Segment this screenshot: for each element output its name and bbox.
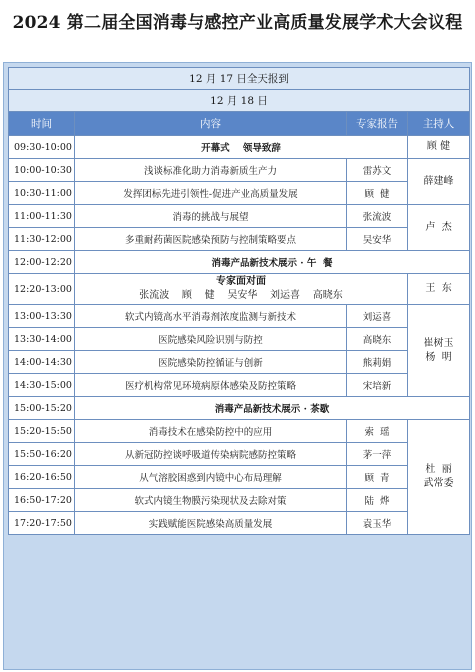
speaker-cell: 顾 青 — [347, 466, 408, 489]
speaker-cell: 顾 健 — [347, 182, 408, 205]
speaker-cell: 吴安华 — [347, 228, 408, 251]
content-cell: 软式内镜高水平消毒剂浓度监测与新技术 — [75, 305, 347, 328]
host-cell: 顾 健 — [408, 136, 470, 159]
banner-row-day1 — [9, 68, 470, 90]
table-row — [9, 420, 470, 443]
time-cell: 11:30-12:00 — [9, 228, 75, 251]
speaker-cell: 张流波 — [347, 205, 408, 228]
speaker-cell: 高晓东 — [347, 328, 408, 351]
speaker-cell: 陆 烨 — [347, 489, 408, 512]
time-cell: 09:30-10:00 — [9, 136, 75, 159]
banner-day1: 12 月 17 日全天报到 — [9, 68, 470, 90]
host-cell: 薛建峰 — [408, 159, 470, 205]
content-cell: 从气溶胶困惑到内镜中心布局理解 — [75, 466, 347, 489]
page-title: 2024 第二届全国消毒与感控产业高质量发展学术大会议程 — [12, 13, 463, 33]
speaker-cell: 刘运喜 — [347, 305, 408, 328]
host-cell — [408, 305, 470, 397]
content-cell: 软式内镜生物膜污染现状及去除对策 — [75, 489, 347, 512]
host-name: 杜 丽 — [425, 464, 452, 475]
time-cell: 12:20-13:00 — [9, 274, 75, 305]
table-row — [9, 351, 470, 374]
header-time: 时间 — [9, 112, 75, 136]
speaker-cell: 索 瑶 — [347, 420, 408, 443]
content-cell: 消毒产品新技术展示 · 茶歇 — [75, 397, 470, 420]
table-row — [9, 159, 470, 182]
table-row — [9, 397, 470, 420]
time-cell: 15:50-16:20 — [9, 443, 75, 466]
expert-list: 张流波 顾 健 吴安华 刘运喜 高晓东 — [139, 290, 343, 301]
table-row — [9, 274, 470, 305]
content-cell: 实践赋能医院感染高质量发展 — [75, 512, 347, 535]
time-cell: 14:00-14:30 — [9, 351, 75, 374]
speaker-cell: 袁玉华 — [347, 512, 408, 535]
content-cell: 医院感染防控循证与创新 — [75, 351, 347, 374]
table-row — [9, 228, 470, 251]
time-cell: 10:30-11:00 — [9, 182, 75, 205]
table-row — [9, 466, 470, 489]
speaker-cell: 熊莉娟 — [347, 351, 408, 374]
content-cell: 浅谈标准化助力消毒新质生产力 — [75, 159, 347, 182]
speaker-cell: 雷苏文 — [347, 159, 408, 182]
time-cell: 12:00-12:20 — [9, 251, 75, 274]
content-cell: 从新冠防控谈呼吸道传染病院感防控策略 — [75, 443, 347, 466]
speaker-cell: 宋培新 — [347, 374, 408, 397]
time-cell: 10:00-10:30 — [9, 159, 75, 182]
speaker-cell: 茅一萍 — [347, 443, 408, 466]
table-row — [9, 489, 470, 512]
content-cell: 消毒的挑战与展望 — [75, 205, 347, 228]
time-cell: 15:20-15:50 — [9, 420, 75, 443]
time-cell: 16:20-16:50 — [9, 466, 75, 489]
header-host: 主持人 — [408, 112, 470, 136]
content-cell: 开幕式 领导致辞 — [75, 136, 408, 159]
banner-day2: 12 月 18 日 — [9, 90, 470, 112]
table-row — [9, 182, 470, 205]
host-cell: 卢 杰 — [408, 205, 470, 251]
table-row — [9, 205, 470, 228]
content-cell: 消毒产品新技术展示 · 午 餐 — [75, 251, 470, 274]
content-title: 专家面对面 — [216, 276, 266, 287]
agenda-sheet — [3, 62, 472, 670]
table-row — [9, 443, 470, 466]
content-cell: 发挥团标先进引领性-促进产业高质量发展 — [75, 182, 347, 205]
time-cell: 17:20-17:50 — [9, 512, 75, 535]
host-name: 杨 明 — [425, 351, 452, 363]
host-cell — [408, 420, 470, 535]
header-row — [9, 112, 470, 136]
banner-row-day2 — [9, 90, 470, 112]
agenda-table — [8, 67, 470, 535]
header-speaker: 专家报告 — [347, 112, 408, 136]
time-cell: 13:00-13:30 — [9, 305, 75, 328]
table-row — [9, 136, 470, 159]
header-content: 内容 — [75, 112, 347, 136]
table-row — [9, 374, 470, 397]
content-cell — [75, 274, 408, 305]
host-cell: 王 东 — [408, 274, 470, 305]
time-cell: 15:00-15:20 — [9, 397, 75, 420]
table-row — [9, 305, 470, 328]
content-cell: 医疗机构常见环境病原体感染及防控策略 — [75, 374, 347, 397]
host-name: 武常委 — [423, 478, 454, 489]
time-cell: 11:00-11:30 — [9, 205, 75, 228]
table-row — [9, 512, 470, 535]
content-cell: 消毒技术在感染防控中的应用 — [75, 420, 347, 443]
content-cell: 多重耐药菌医院感染预防与控制策略要点 — [75, 228, 347, 251]
table-row — [9, 251, 470, 274]
host-name: 崔树玉 — [423, 337, 454, 349]
table-row — [9, 328, 470, 351]
time-cell: 14:30-15:00 — [9, 374, 75, 397]
content-cell: 医院感染风险识别与防控 — [75, 328, 347, 351]
time-cell: 13:30-14:00 — [9, 328, 75, 351]
time-cell: 16:50-17:20 — [9, 489, 75, 512]
